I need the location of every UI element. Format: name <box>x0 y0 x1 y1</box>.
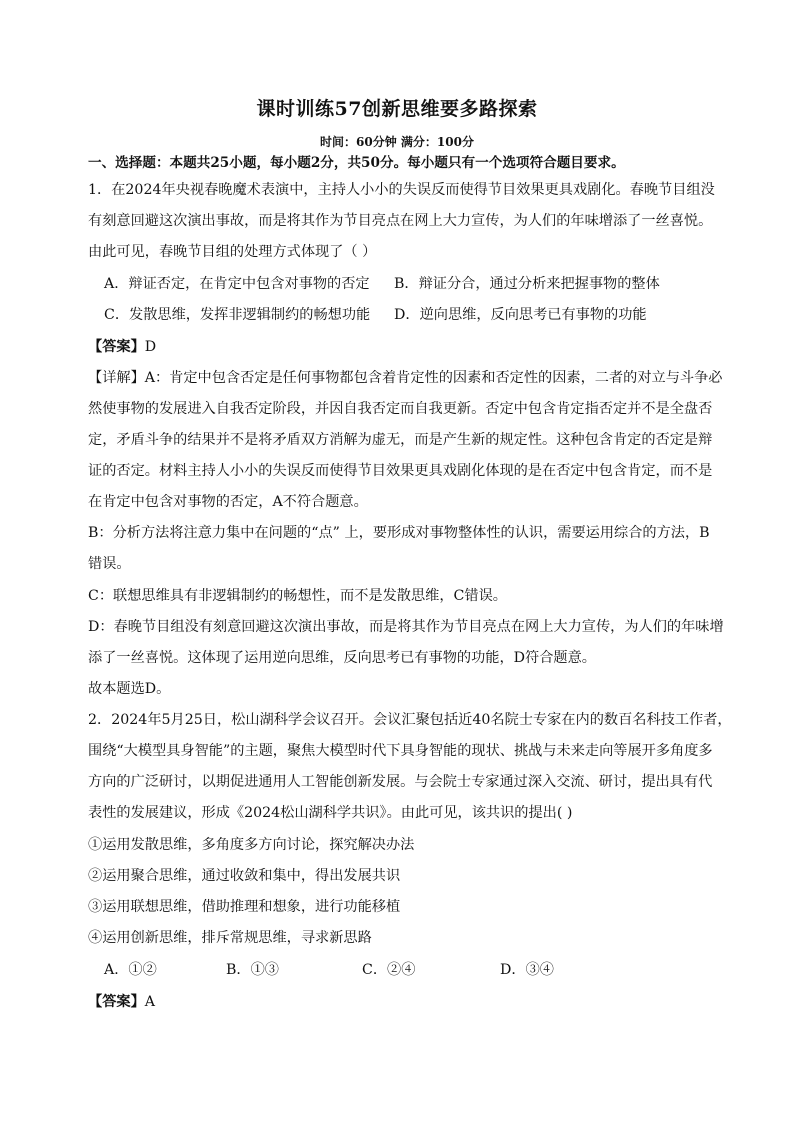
q2-item: ②运用聚合思维，通过收敛和集中，得出发展共识 <box>88 868 401 884</box>
answer-value: A <box>144 994 156 1010</box>
q1-detail-line: D：春晚节目组没有刻意回避这次演出事故，而是将其作为节目亮点在网上大力宣传，为人们的年味增 <box>88 619 724 635</box>
q1-answer <box>88 337 156 357</box>
q2-option-c: C．②④ <box>362 962 416 978</box>
q2-stem-line: 围绕“大模型具身智能”的主题，聚焦大模型时代下具身智能的现状、挑战与未来走向等展开多角度多 <box>88 743 713 759</box>
q1-detail-line: 证的否定。材料主持人小小的失误反而使得节目效果更具戏剧化体现的是在否定中包含肯定，而不是 <box>88 463 713 479</box>
q2-item: ③运用联想思维，借助推理和想象，进行功能移植 <box>88 899 401 915</box>
q1-stem-line: 有刻意回避这次演出事故，而是将其作为节目亮点在网上大力宣传，为人们的年味增添了一丝喜悦。 <box>88 213 713 229</box>
q1-option-d: D．逆向思维，反向思考已有事物的功能 <box>394 307 647 323</box>
q2-option-d: D．③④ <box>500 962 554 978</box>
q1-detail-line: 【详解】A：肯定中包含否定是任何事物都包含着肯定性的因素和否定性的因素，二者的对立与斗争必 <box>88 370 723 386</box>
q1-detail-line: 故本题选D。 <box>88 681 171 697</box>
q1-option-c: C．发散思维，发挥非逻辑制约的畅想功能 <box>104 307 371 323</box>
answer-label: 【答案】 <box>88 339 145 355</box>
q1-stem-line: 由此可见，春晚节目组的处理方式体现了（ ） <box>88 244 377 260</box>
q1-option-b: B．辩证分合，通过分析来把握事物的整体 <box>394 276 660 292</box>
section-heading: 一、选择题：本题共25小题，每小题2分，共50分。每小题只有一个选项符合题目要求。 <box>88 155 625 171</box>
page-title: 课时训练57创新思维要多路探索 <box>256 98 538 120</box>
q2-item: ①运用发散思维，多角度多方向讨论，探究解决办法 <box>88 837 415 853</box>
q2-item: ④运用创新思维，排斥常规思维，寻求新思路 <box>88 930 372 946</box>
q1-detail-line: 然使事物的发展进入自我否定阶段，并因自我否定而自我更新。否定中包含肯定指否定并不是全盘否 <box>88 401 713 417</box>
q1-detail-line: 在肯定中包含对事物的否定，A不符合题意。 <box>88 494 368 510</box>
q1-detail-line: 错误。 <box>88 556 131 572</box>
q1-detail-line: B：分析方法将注意力集中在问题的“点” 上，要形成对事物整体性的认识，需要运用综合的方法，B <box>88 525 710 541</box>
answer-value: D <box>144 339 157 355</box>
q1-detail-line: C：联想思维具有非逻辑制约的畅想性，而不是发散思维，C错误。 <box>88 588 507 604</box>
q2-stem-line: 方向的广泛研讨，以期促进通用人工智能创新发展。与会院士专家通过深入交流、研讨，提出具有代 <box>88 774 713 790</box>
q1-detail-line: 定，矛盾斗争的结果并不是将矛盾双方消解为虚无，而是产生新的规定性。这种包含肯定的否定是辩 <box>88 432 713 448</box>
q1-stem-line: 1．在2024年央视春晚魔术表演中，主持人小小的失误反而使得节目效果更具戏剧化。春晚节目组没 <box>88 182 715 198</box>
q2-option-b: B．①③ <box>226 962 279 978</box>
q1-option-a: A．辩证否定，在肯定中包含对事物的否定 <box>104 276 370 292</box>
q2-stem-line: 表性的发展建议，形成《2024松山湖科学共识》。由此可见，该共识的提出( ) <box>88 805 573 821</box>
q2-option-a: A．①② <box>104 962 157 978</box>
q2-stem-line: 2．2024年5月25日，松山湖科学会议召开。会议汇聚包括近40名院士专家在内的数百名科技工作者， <box>88 712 732 728</box>
q2-answer <box>88 992 155 1012</box>
answer-label: 【答案】 <box>88 994 145 1010</box>
page-subtitle: 时间：60分钟 满分：100分 <box>320 135 474 149</box>
q1-detail-line: 添了一丝喜悦。这体现了运用逆向思维，反向思考已有事物的功能，D符合题意。 <box>88 650 596 666</box>
